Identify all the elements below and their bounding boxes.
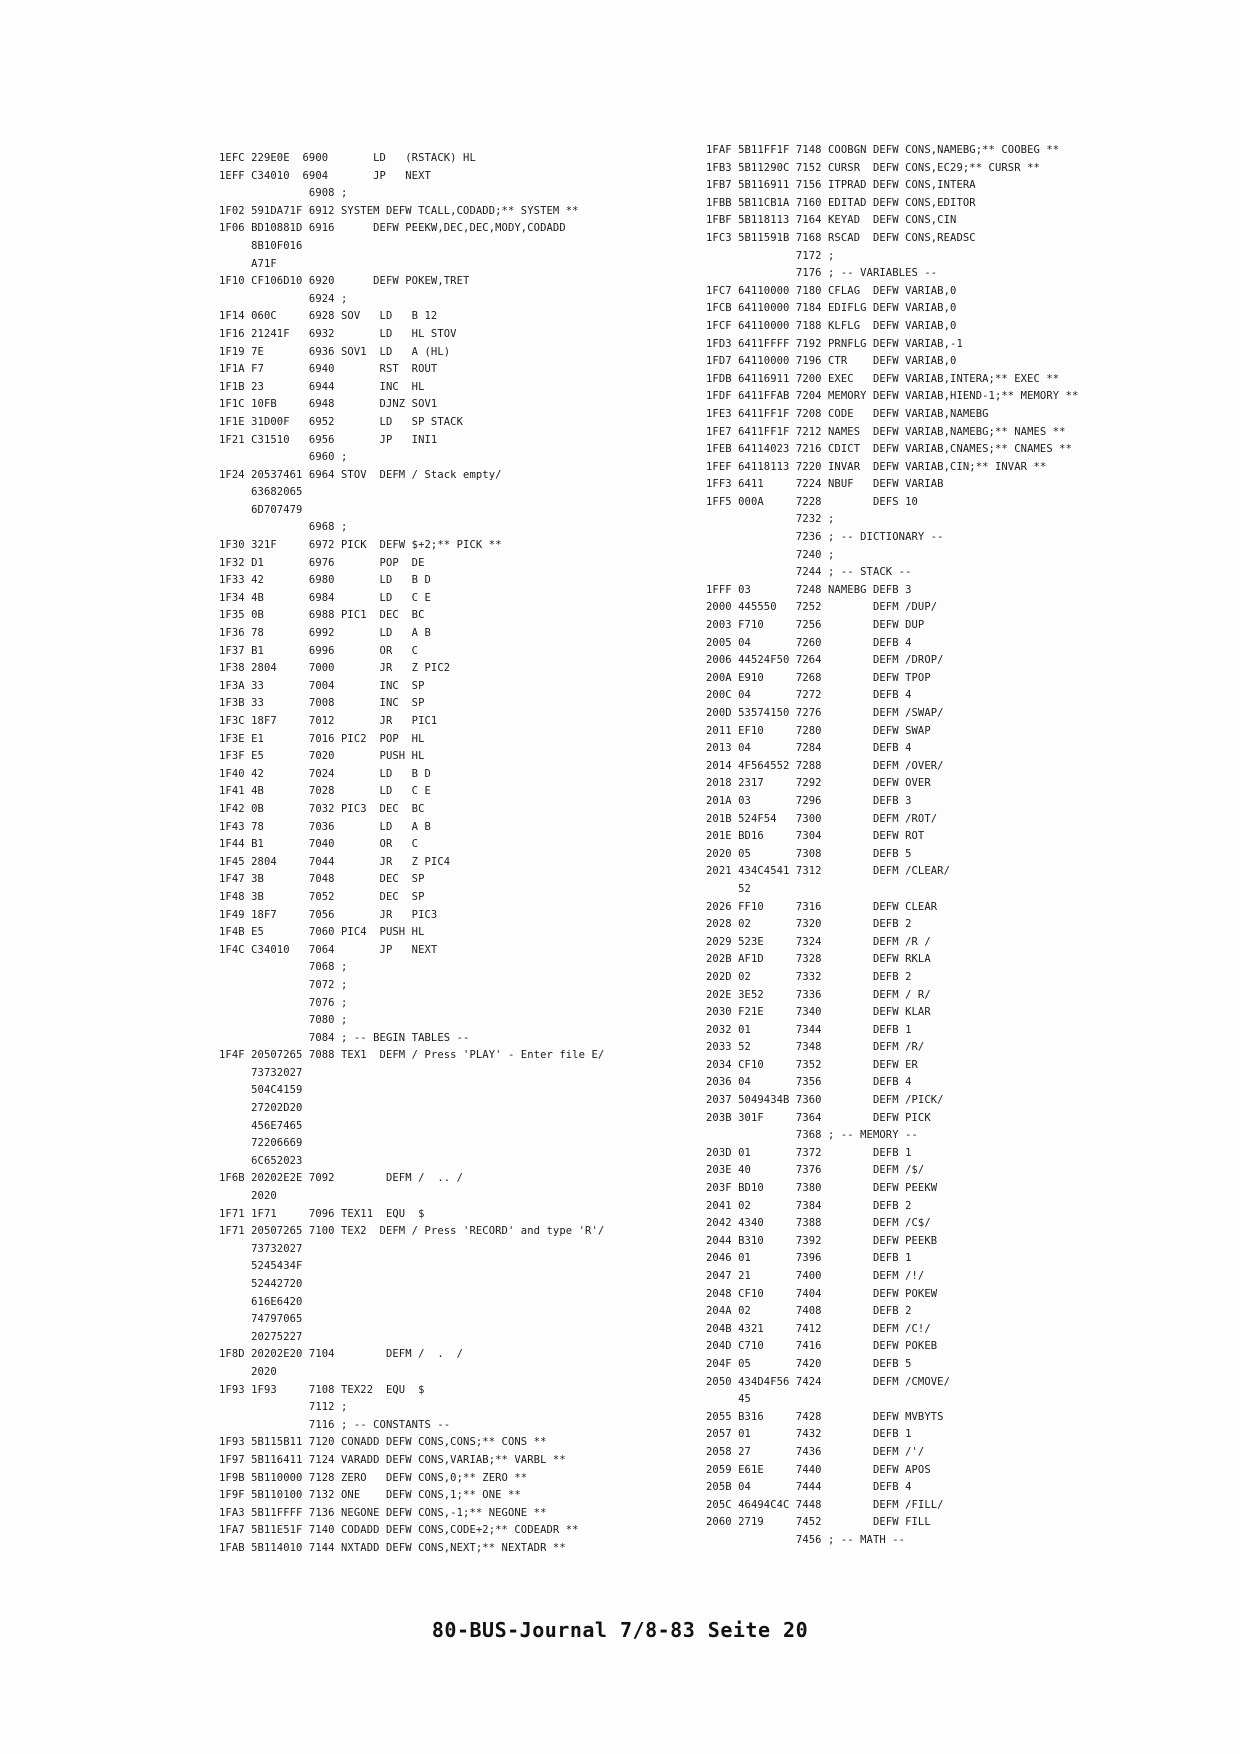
listing-line: 52442720 (219, 1278, 303, 1290)
listing-line: A71F (219, 257, 277, 270)
listing-line: 2032 01 7344 DEFB 1 (706, 1023, 912, 1036)
listing-line: 1F14 060C 6928 SOV LD B 12 (219, 310, 438, 323)
listing-line: 201B 524F54 7300 DEFM /ROT/ (706, 812, 938, 825)
listing-line: 7112 ; (219, 1401, 348, 1414)
listing-line: 616E6420 (219, 1295, 303, 1308)
listing-line: 5245434F (219, 1260, 303, 1273)
listing-line: 203B 301F 7364 DEFW PICK (706, 1111, 931, 1124)
listing-line: 1FB7 5B116911 7156 ITPRAD DEFW CONS,INTERA (706, 179, 976, 192)
listing-line: 52 (706, 882, 751, 895)
listing-line: 2020 (219, 1190, 277, 1203)
listing-line: 63682065 (219, 486, 303, 499)
listing-line: 7084 ; -- BEGIN TABLES -- (219, 1031, 470, 1044)
listing-line: 1FF3 6411 7224 NBUF DEFW VARIAB (706, 478, 944, 491)
listing-line: 2037 5049434B 7360 DEFM /PICK/ (706, 1094, 944, 1107)
listing-line: 1F16 21241F 6932 LD HL STOV (219, 327, 457, 340)
listing-line: 7176 ; -- VARIABLES -- (706, 267, 938, 280)
listing-line: 1F32 D1 6976 POP DE (219, 556, 425, 569)
listing-line: 7240 ; (706, 548, 835, 561)
listing-line: 2011 EF10 7280 DEFW SWAP (706, 724, 931, 737)
listing-line: 1F06 BD10881D 6916 DEFW PEEKW,DEC,DEC,MODY,CODADD (219, 222, 566, 235)
listing-line: 1F93 1F93 7108 TEX22 EQU $ (219, 1383, 425, 1396)
listing-line: 2055 B316 7428 DEFW MVBYTS (706, 1410, 944, 1423)
listing-line: 74797065 (219, 1313, 303, 1326)
listing-line: 1F8D 20202E20 7104 DEFM / . / (219, 1348, 464, 1361)
listing-line: 1F24 20537461 6964 STOV DEFM / Stack empty/ (219, 468, 502, 481)
listing-line: 456E7465 (219, 1119, 303, 1132)
listing-line: 204B 4321 7412 DEFM /C!/ (706, 1322, 931, 1335)
listing-line: 2029 523E 7324 DEFM /R / (706, 935, 931, 948)
listing-line: 1F1B 23 6944 INC HL (219, 380, 425, 393)
listing-line: 6908 ; (219, 187, 348, 200)
listing-line: 2042 4340 7388 DEFM /C$/ (706, 1217, 931, 1230)
listing-line: 73732027 (219, 1242, 303, 1255)
listing-line: 1FAB 5B114010 7144 NXTADD DEFW CONS,NEXT;** NEXTADR ** (219, 1541, 566, 1554)
listing-line: 205C 46494C4C 7448 DEFM /FILL/ (706, 1498, 944, 1511)
listing-line: 72206669 (219, 1137, 303, 1150)
listing-line: 201A 03 7296 DEFB 3 (706, 794, 912, 807)
listing-line: 6924 ; (219, 292, 348, 305)
listing-line: 1FD7 64110000 7196 CTR DEFW VARIAB,0 (706, 355, 957, 368)
listing-line: 2028 02 7320 DEFB 2 (706, 918, 912, 931)
listing-line: 1FCF 64110000 7188 KLFLG DEFW VARIAB,0 (706, 319, 957, 332)
listing-line: 201E BD16 7304 DEFW ROT (706, 830, 925, 843)
listing-line: 1FC3 5B11591B 7168 RSCAD DEFW CONS,READSC (706, 231, 976, 244)
listing-line: 204D C710 7416 DEFW POKEB (706, 1340, 938, 1353)
listing-line: 1F36 78 6992 LD A B (219, 627, 431, 640)
listing-line: 6C652023 (219, 1154, 303, 1167)
listing-line: 1F40 42 7024 LD B D (219, 767, 431, 780)
listing-line: 1FAF 5B11FF1F 7148 COOBGN DEFW CONS,NAMEBG;** COOBEG ** (706, 144, 1060, 156)
listing-line: 1FC7 64110000 7180 CFLAG DEFW VARIAB,0 (706, 284, 957, 297)
listing-line: 2018 2317 7292 DEFW OVER (706, 777, 931, 790)
listing-line: 1F43 78 7036 LD A B (219, 820, 431, 833)
listing-line: 7456 ; -- MATH -- (706, 1533, 906, 1546)
listing-line: 1F1E 31D00F 6952 LD SP STACK (219, 415, 464, 428)
listing-line: 73732027 (219, 1066, 303, 1079)
listing-line: 1FEB 64114023 7216 CDICT DEFW VARIAB,CNAMES;** CNAMES ** (706, 443, 1073, 456)
listing-line: 6D707479 (219, 503, 303, 516)
listing-line: 1F1C 10FB 6948 DJNZ SOV1 (219, 398, 438, 411)
listing-line: 1F37 B1 6996 OR C (219, 644, 419, 657)
listing-line: 2046 01 7396 DEFB 1 (706, 1252, 912, 1265)
listing-line: 202E 3E52 7336 DEFM / R/ (706, 988, 931, 1001)
listing-line: 1F3A 33 7004 INC SP (219, 679, 425, 692)
listing-line: 6960 ; (219, 451, 348, 464)
listing-line: 202D 02 7332 DEFB 2 (706, 970, 912, 983)
listing-line: 1F3C 18F7 7012 JR PIC1 (219, 715, 438, 727)
listing-line: 2003 F710 7256 DEFW DUP (706, 619, 925, 632)
listing-line: 1F44 B1 7040 OR C (219, 838, 419, 851)
listing-line: 1F3F E5 7020 PUSH HL (219, 750, 425, 763)
listing-line: 2030 F21E 7340 DEFW KLAR (706, 1006, 931, 1019)
listing-line: 2058 27 7436 DEFM /'/ (706, 1445, 925, 1458)
listing-line: 1F9F 5B110100 7132 ONE DEFW CONS,1;** ONE ** (219, 1489, 521, 1502)
listing-line: 1F49 18F7 7056 JR PIC3 (219, 908, 438, 921)
listing-line: 1F42 0B 7032 PIC3 DEC BC (219, 802, 425, 815)
listing-line: 203D 01 7372 DEFB 1 (706, 1146, 912, 1159)
listing-line: 1F35 0B 6988 PIC1 DEC BC (219, 609, 425, 622)
listing-line: 1F3B 33 7008 INC SP (219, 697, 425, 710)
listing-line: 6968 ; (219, 521, 348, 534)
listing-line: 1FB3 5B11290C 7152 CURSR DEFW CONS,EC29;** CURSR ** (706, 161, 1040, 174)
listing-line: 2059 E61E 7440 DEFW APOS (706, 1463, 931, 1476)
listing-line: 1FFF 03 7248 NAMEBG DEFB 3 (706, 583, 912, 596)
listing-line: 204F 05 7420 DEFB 5 (706, 1357, 912, 1370)
listing-line: 2033 52 7348 DEFM /R/ (706, 1041, 925, 1054)
listing-line: 1EFF C34010 6904 JP NEXT (219, 169, 431, 182)
listing-line: 1F4C C34010 7064 JP NEXT (219, 943, 438, 956)
listing-line: 1FEF 64118113 7220 INVAR DEFW VARIAB,CIN;** INVAR ** (706, 460, 1047, 473)
listing-line: 1F4F 20507265 7088 TEX1 DEFM / Press 'PLAY' - Enter file E/ (219, 1049, 605, 1062)
listing-line: 1F9B 5B110000 7128 ZERO DEFW CONS,0;** ZERO ** (219, 1471, 528, 1484)
listing-line: 2021 434C4541 7312 DEFM /CLEAR/ (706, 865, 951, 878)
listing-line: 2060 2719 7452 DEFW FILL (706, 1516, 931, 1529)
listing-line: 2005 04 7260 DEFB 4 (706, 636, 912, 649)
listing-line: 27202D20 (219, 1102, 303, 1115)
listing-line: 1FE3 6411FF1F 7208 CODE DEFW VARIAB,NAMEBG (706, 407, 989, 420)
listing-line: 200D 53574150 7276 DEFM /SWAP/ (706, 707, 944, 719)
listing-line: 1F21 C31510 6956 JP INI1 (219, 433, 438, 446)
listing-line: 2044 B310 7392 DEFW PEEKB (706, 1234, 938, 1247)
listing-line: 1FBB 5B11CB1A 7160 EDITAD DEFW CONS,EDITOR (706, 196, 976, 209)
listing-line: 1F4B E5 7060 PIC4 PUSH HL (219, 926, 425, 939)
listing-line: 2026 FF10 7316 DEFW CLEAR (706, 900, 938, 913)
listing-line: 1F33 42 6980 LD B D (219, 574, 431, 587)
listing-line: 1F34 4B 6984 LD C E (219, 591, 431, 604)
listing-line: 1F6B 20202E2E 7092 DEFM / .. / (219, 1172, 464, 1185)
listing-line: 1FF5 000A 7228 DEFS 10 (706, 495, 918, 508)
listing-line: 1F47 3B 7048 DEC SP (219, 873, 425, 886)
listing-line: 1F38 2804 7000 JR Z PIC2 (219, 662, 451, 675)
listing-line: 2047 21 7400 DEFM /!/ (706, 1270, 925, 1282)
listing-line: 7116 ; -- CONSTANTS -- (219, 1418, 451, 1431)
listing-line: 2048 CF10 7404 DEFW POKEW (706, 1287, 938, 1300)
listing-line: 2057 01 7432 DEFB 1 (706, 1428, 912, 1441)
listing-line: 1F97 5B116411 7124 VARADD DEFW CONS,VARIAB;** VARBL ** (219, 1453, 566, 1466)
listing-line: 2050 434D4F56 7424 DEFM /CMOVE/ (706, 1375, 951, 1388)
listing-line: 1F48 3B 7052 DEC SP (219, 890, 425, 903)
listing-line: 7072 ; (219, 978, 348, 991)
listing-line: 1F19 7E 6936 SOV1 LD A (HL) (219, 345, 451, 358)
listing-line: 1F30 321F 6972 PICK DEFW $+2;** PICK ** (219, 539, 502, 552)
listing-line: 7232 ; (706, 513, 835, 526)
listing-line: 203E 40 7376 DEFM /$/ (706, 1164, 925, 1177)
listing-line: 1F71 20507265 7100 TEX2 DEFM / Press 'RECORD' and type 'R'/ (219, 1225, 605, 1238)
listing-line: 1F41 4B 7028 LD C E (219, 785, 431, 798)
listing-line: 2020 05 7308 DEFB 5 (706, 847, 912, 860)
listing-line: 8B10F016 (219, 239, 303, 252)
listing-line: 2014 4F564552 7288 DEFM /OVER/ (706, 759, 944, 772)
listing-line: 2013 04 7284 DEFB 4 (706, 742, 912, 755)
listing-line: 1F1A F7 6940 RST ROUT (219, 363, 438, 376)
listing-line: 7076 ; (219, 996, 348, 1009)
listing-line: 1FCB 64110000 7184 EDIFLG DEFW VARIAB,0 (706, 302, 957, 315)
listing-line: 203F BD10 7380 DEFW PEEKW (706, 1182, 938, 1195)
listing-line: 1F02 591DA71F 6912 SYSTEM DEFW TCALL,CODADD;** SYSTEM ** (219, 204, 579, 217)
listing-line: 200A E910 7268 DEFW TPOP (706, 671, 931, 684)
listing-line: 504C4159 (219, 1084, 303, 1097)
listing-line: 7068 ; (219, 961, 348, 974)
listing-line: 7244 ; -- STACK -- (706, 566, 912, 579)
listing-line: 2020 (219, 1365, 277, 1378)
listing-line: 2034 CF10 7352 DEFW ER (706, 1058, 918, 1071)
listing-line: 1F71 1F71 7096 TEX11 EQU $ (219, 1207, 425, 1220)
listing-line: 2036 04 7356 DEFB 4 (706, 1076, 912, 1089)
listing-line: 1FA3 5B11FFFF 7136 NEGONE DEFW CONS,-1;** NEGONE ** (219, 1506, 547, 1519)
listing-line: 7080 ; (219, 1014, 348, 1027)
listing-line: 204A 02 7408 DEFB 2 (706, 1305, 912, 1318)
listing-line: 1FD3 6411FFFF 7192 PRNFLG DEFW VARIAB,-1 (706, 337, 963, 350)
listing-line: 1FA7 5B11E51F 7140 CODADD DEFW CONS,CODE+2;** CODEADR ** (219, 1524, 579, 1537)
listing-line: 205B 04 7444 DEFB 4 (706, 1481, 912, 1494)
listing-line: 1FE7 6411FF1F 7212 NAMES DEFW VARIAB,NAMEBG;** NAMES ** (706, 425, 1066, 438)
listing-line: 45 (706, 1393, 751, 1406)
listing-line: 7172 ; (706, 249, 835, 262)
page-footer: 80-BUS-Journal 7/8-83 Seite 20 (431, 1618, 809, 1642)
listing-line: 7368 ; -- MEMORY -- (706, 1129, 918, 1142)
listing-line: 2000 445550 7252 DEFM /DUP/ (706, 601, 938, 614)
listing-line: 2041 02 7384 DEFB 2 (706, 1199, 912, 1212)
listing-line: 1F45 2804 7044 JR Z PIC4 (219, 855, 451, 868)
listing-right-column (706, 142, 1078, 1550)
listing-line: 2006 44524F50 7264 DEFM /DROP/ (706, 654, 944, 667)
listing-line: 202B AF1D 7328 DEFW RKLA (706, 953, 931, 966)
listing-line: 1FDB 64116911 7200 EXEC DEFW VARIAB,INTERA;** EXEC ** (706, 372, 1060, 385)
listing-line: 20275227 (219, 1330, 303, 1343)
listing-line: 1FBF 5B118113 7164 KEYAD DEFW CONS,CIN (706, 214, 957, 227)
listing-line: 7236 ; -- DICTIONARY -- (706, 531, 944, 544)
listing-line: 1F3E E1 7016 PIC2 POP HL (219, 732, 425, 745)
listing-line: 1FDF 6411FFAB 7204 MEMORY DEFW VARIAB,HIEND-1;** MEMORY ** (706, 390, 1079, 403)
listing-line: 1F10 CF106D10 6920 DEFW POKEW,TRET (219, 275, 470, 288)
listing-left-column (219, 150, 604, 1558)
listing-line: 1EFC 229E0E 6900 LD (RSTACK) HL (219, 152, 476, 164)
listing-line: 1F93 5B115B11 7120 CONADD DEFW CONS,CONS;** CONS ** (219, 1436, 547, 1449)
listing-line: 200C 04 7272 DEFB 4 (706, 689, 912, 702)
